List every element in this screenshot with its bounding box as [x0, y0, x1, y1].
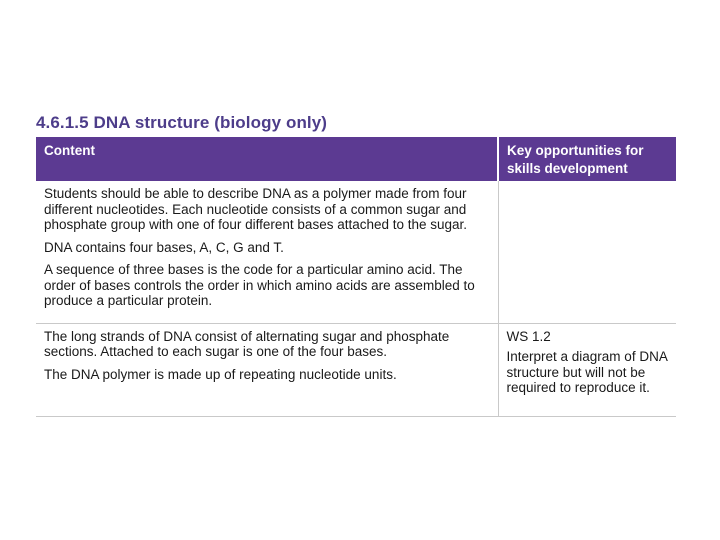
content-paragraph: Students should be able to describe DNA as a polymer made from four different nucleotides. Each nucleotide consists of a common sugar and phosphate group with one of four different bases attached to the sugar.: [44, 186, 468, 232]
content-cell: [36, 323, 498, 416]
content-paragraph: The DNA polymer is made up of repeating nucleotide units.: [44, 366, 397, 382]
skills-cell: [498, 181, 676, 323]
skills-cell: [498, 323, 676, 416]
header-skills: Key opportunities for skills development: [498, 137, 676, 181]
section-title: 4.6.1.5 DNA structure (biology only): [36, 113, 328, 132]
content-paragraph: DNA contains four bases, A, C, G and T.: [44, 239, 284, 255]
skills-text: Interpret a diagram of DNA structure but will not be required to reproduce it.: [506, 349, 668, 395]
content-paragraph: The long strands of DNA consist of alternating sugar and phosphate sections. Attached to each sugar is one of the four bases.: [44, 328, 450, 359]
content-cell: [36, 181, 498, 323]
spec-table: [36, 137, 676, 417]
table-row: [36, 181, 676, 323]
skills-code: WS 1.2: [506, 328, 551, 344]
content-paragraph: A sequence of three bases is the code for a particular amino acid. The order of bases controls the order in which amino acids are assembled to produce a particular protein.: [44, 262, 475, 308]
table-row: [36, 323, 676, 416]
table-header-row: [36, 137, 676, 181]
header-content: Content: [36, 137, 498, 181]
